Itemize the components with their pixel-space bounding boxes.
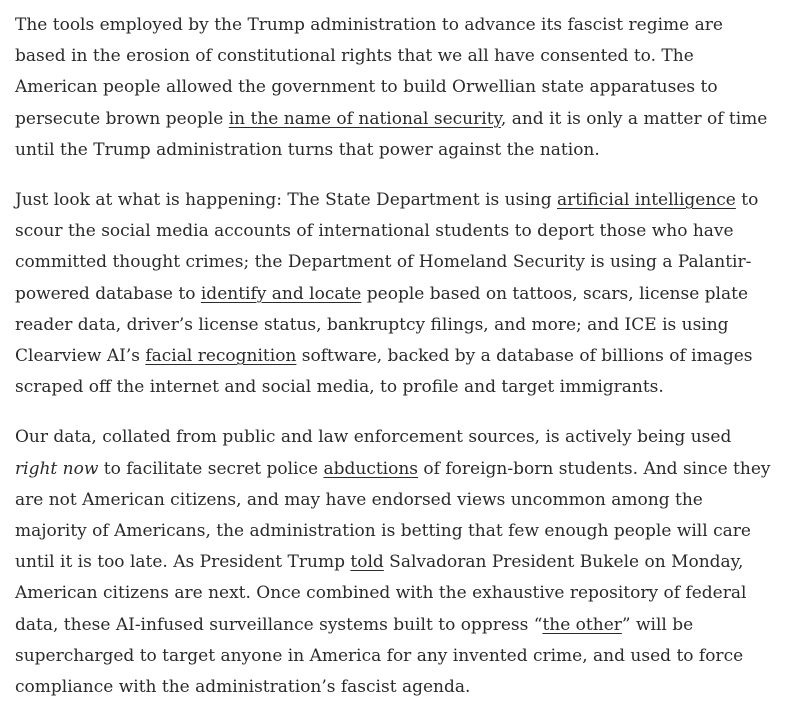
paragraph-2-text-4: software, backed by a database of billions of images scraped off the internet and social media, to profile and target immigrants.	[15, 346, 753, 398]
link-abductions[interactable]: abductions	[323, 458, 419, 479]
paragraph-2-text-2: to scour the social media accounts of international students to deport those who have committed thought crimes; the Department of Homeland Security is using a Palantir-powered database to	[15, 190, 759, 304]
paragraph-2	[15, 185, 775, 403]
paragraph-1	[15, 10, 775, 166]
paragraph-3	[15, 422, 775, 703]
paragraph-1-text-2: , and it is only a matter of time until the Trump administration turns that power against the nation.	[15, 108, 768, 160]
paragraph-3-text-4: Salvadoran President Bukele on Monday, American citizens are next. Once combined with the exhaustive repository of federal data, these AI-infused surveillance systems built to oppress “	[15, 552, 747, 635]
paragraph-1-text-1: The tools employed by the Trump administration to advance its fascist regime are based in the erosion of constitutional rights that we all have consented to. The American people allowed the government to build Orwellian state apparatuses to persecute brown people	[15, 15, 723, 129]
link-identify-and-locate[interactable]: identify and locate	[200, 283, 362, 304]
link-national-security[interactable]: in the name of national security	[228, 108, 501, 129]
paragraph-2-text-1: Just look at what is happening: The State Department is using	[15, 190, 557, 211]
emphasis-right-now: right now	[15, 458, 99, 479]
paragraph-2-text-3: people based on tattoos, scars, license plate reader data, driver’s license status, bankruptcy filings, and more; and ICE is using Clearview AI’s	[15, 283, 749, 367]
paragraph-3-text-2: to facilitate secret police	[98, 458, 324, 479]
paragraph-3-text-5: ” will be supercharged to target anyone in America for any invented crime, and used to force compliance with the administration’s fascist agenda.	[15, 614, 744, 698]
link-the-other[interactable]: the other	[542, 614, 622, 635]
link-artificial-intelligence[interactable]: artificial intelligence	[557, 190, 736, 211]
link-told[interactable]: told	[350, 552, 384, 573]
paragraph-3-text-3: of foreign-born students. And since they are not American citizens, and may have endorsed views uncommon among the majority of Americans, the administration is betting that few enough people will care until it is too late. As President Trump	[15, 458, 771, 573]
article-body	[15, 10, 775, 722]
paragraph-3-text-1: Our data, collated from public and law enforcement sources, is actively being used	[15, 427, 732, 448]
link-facial-recognition[interactable]: facial recognition	[145, 346, 297, 367]
